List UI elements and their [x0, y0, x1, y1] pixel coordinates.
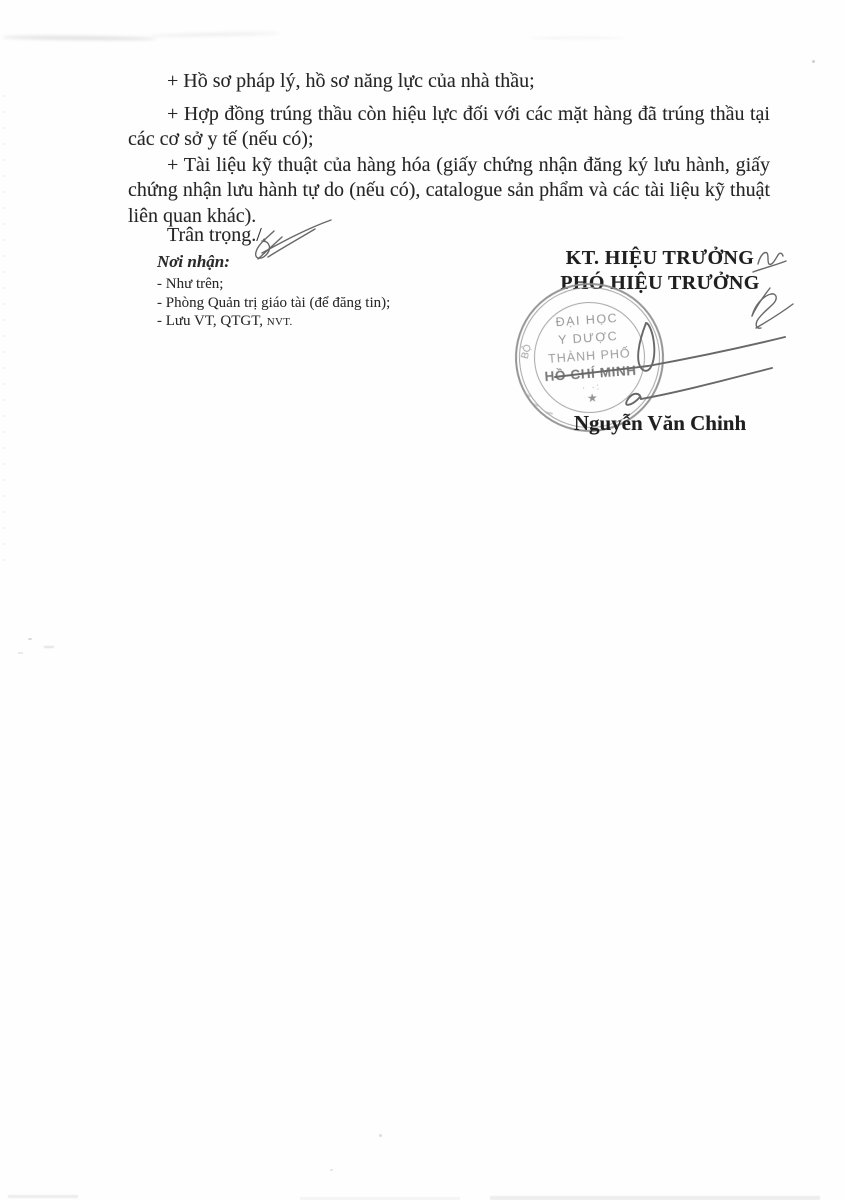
stamp-line: THÀNH PHỐ: [547, 345, 632, 366]
scan-smudge: [2, 35, 157, 41]
stamp-line: ĐẠI HỌC: [555, 310, 619, 329]
scan-speck: [379, 1134, 382, 1137]
signature-upper-stroke: [555, 337, 785, 377]
stamp-wear-dots: · ·:: [581, 380, 602, 393]
handwritten-signature-overlay: [140, 215, 810, 445]
scan-edge-marks: [3, 95, 4, 565]
scan-speck: [28, 638, 32, 640]
stamp-line: HỒ CHÍ MINH: [544, 362, 638, 384]
recipients-label: Nơi nhận:: [157, 252, 230, 271]
scan-edge-shadow: [490, 1196, 820, 1200]
star-icon: ★: [586, 390, 599, 405]
recipient-item: - Phòng Quản trị giáo tài (để đăng tin);: [157, 294, 391, 311]
stamp-line: Y DƯỢC: [557, 328, 619, 347]
pen-initials-upper: [758, 253, 783, 265]
body-paragraph: + Hợp đồng trúng thầu còn hiệu lực đối với các mặt hàng đã trúng thầu tại các cơ sở y tế (nếu có);: [128, 102, 770, 150]
stamp-ring-text: BỘ: [519, 343, 535, 361]
recipient-item-text: - Lưu VT, QTGT,: [157, 313, 264, 329]
scan-edge-shadow: [8, 1195, 78, 1198]
signer-title-line1: KT. HIỆU TRƯỞNG: [565, 247, 755, 269]
body-paragraph: + Tài liệu kỹ thuật của hàng hóa (giấy chứng nhận đăng ký lưu hành, giấy chứng nhận lưu hành tự do (nếu có), catalogue sản phẩm và các tài liệu kỹ thuật liên quan khác).: [128, 153, 770, 227]
scan-speck: [812, 60, 815, 63]
closing-salutation: Trân trọng./.: [167, 224, 267, 246]
signature-lower-stroke: [626, 394, 641, 405]
scan-smudge: [530, 37, 625, 39]
scan-speck: [44, 646, 54, 648]
scan-smudge: [150, 32, 280, 38]
recipient-item: - Như trên;: [157, 276, 224, 292]
archive-initials: NVT.: [266, 316, 293, 328]
scan-speck: [330, 1169, 333, 1171]
letter-body: [128, 69, 770, 229]
signature-loop: [638, 323, 654, 371]
signer-name: Nguyễn Văn Chinh: [573, 411, 747, 435]
scan-speck: [18, 652, 23, 654]
pen-paraph: [262, 220, 331, 253]
pen-paraph: [256, 231, 274, 258]
pen-initials-lower: [752, 288, 770, 316]
signature-lower-stroke: [641, 368, 772, 399]
body-paragraph: + Hồ sơ pháp lý, hồ sơ năng lực của nhà thầu;: [167, 70, 535, 92]
signer-title-line2: PHÓ HIỆU TRƯỞNG: [560, 272, 760, 294]
